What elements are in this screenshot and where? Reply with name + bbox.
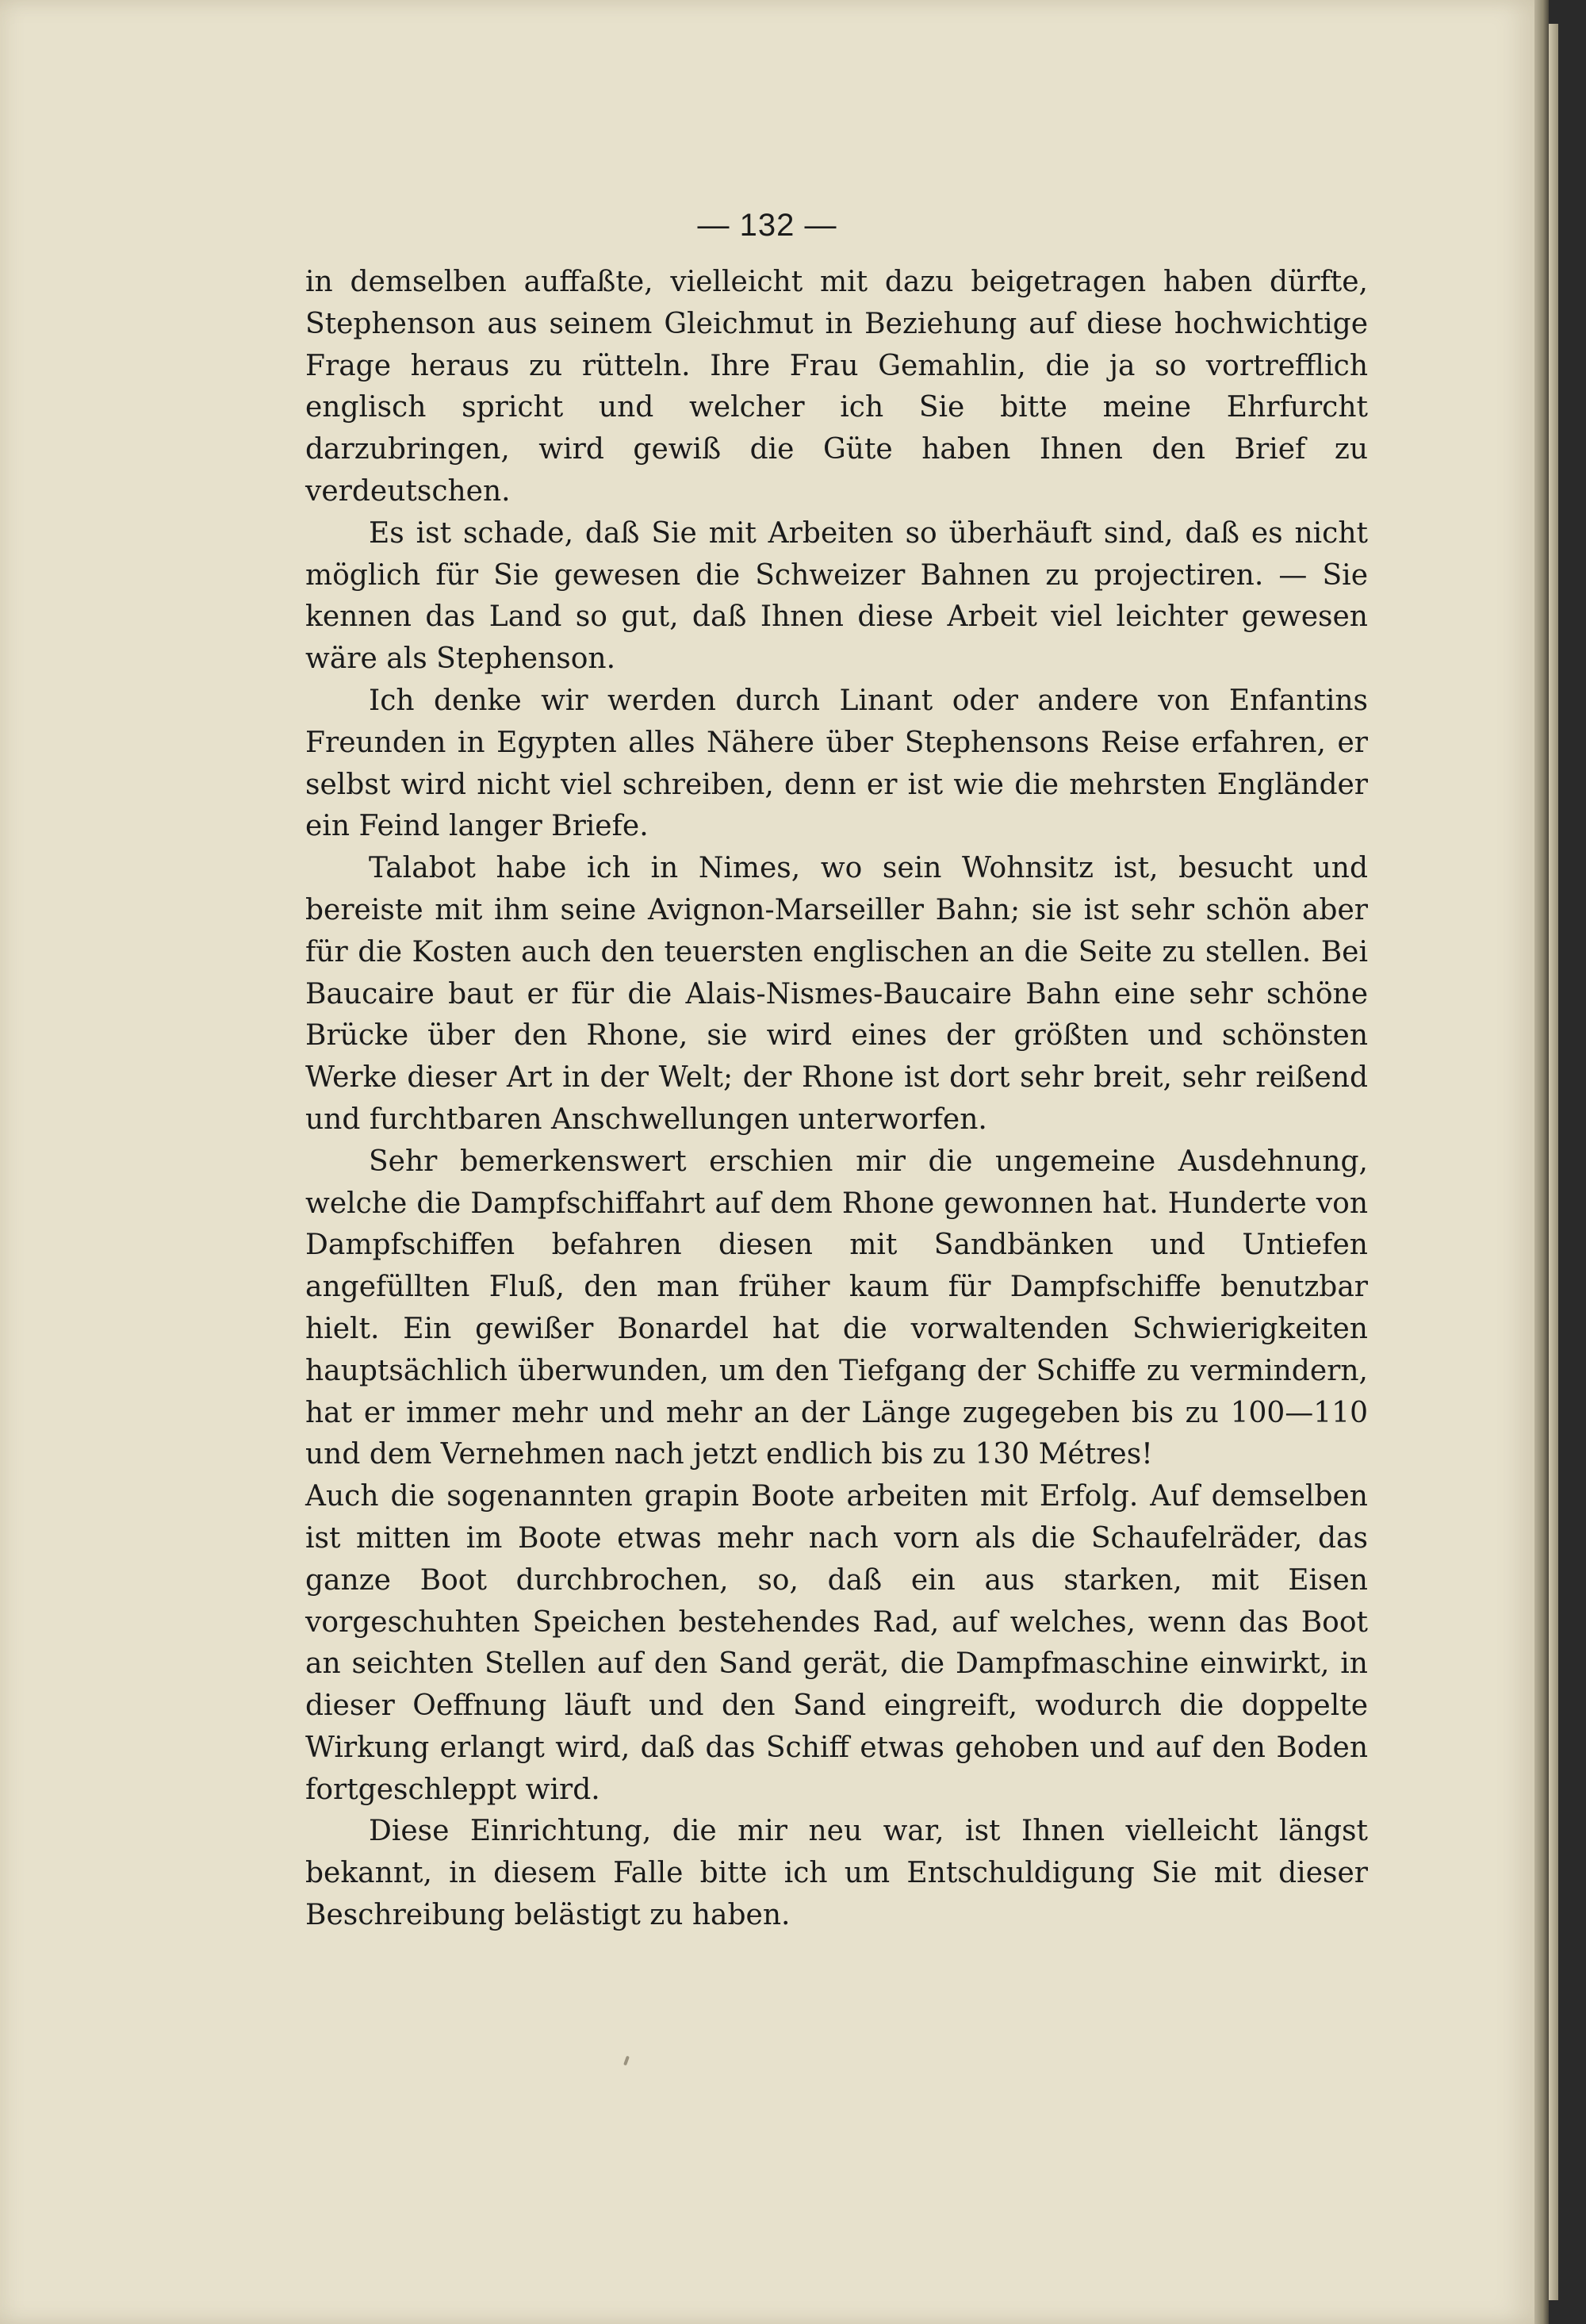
paragraph-1: in demselben auffaßte, vielleicht mit dazu beigetragen haben dürfte, Stephenson aus seinem Gleichmut in Beziehung auf diese hochwichtige Frage heraus zu rütteln. Ihre Frau Gemahlin, die ja so vortrefflich englisch spricht und welcher ich Sie bitte meine Ehrfurcht darzubringen, wird gewiß die Güte haben Ihnen den Brief zu verdeutschen. — [305, 266, 1368, 508]
paragraph-6: Auch die sogenannten grapin Boote arbeiten mit Erfolg. Auf demselben ist mitten im Boote etwas mehr nach vorn als die Schaufelräder, das ganze Boot durchbrochen, so, daß ein aus starken, mit Eisen vorgeschuhten Speichen bestehendes Rad, auf welches, wenn das Boot an seichten Stellen auf den Sand gerät, die Dampfmaschine einwirkt, in dieser Oeffnung läuft und den Sand eingreift, wodurch die doppelte Wirkung erlangt wird, daß das Schiff etwas gehoben und auf den Boden fortgeschleppt wird. — [305, 1480, 1368, 1806]
paragraph-4: Talabot habe ich in Nimes, wo sein Wohnsitz ist, besucht und bereiste mit ihm seine Avignon-Marseiller Bahn; sie ist sehr schön aber für die Kosten auch den teuersten englischen an die Seite zu stellen. Bei Baucaire baut er für die Alais-Nismes-Baucaire Bahn eine sehr schöne Brücke über den Rhone, sie wird eines der größten und schönsten Werke dieser Art in der Welt; der Rhone ist dort sehr breit, sehr reißend und furchtbaren Anschwellungen unterworfen. — [305, 852, 1368, 1136]
paragraph-5: Sehr bemerkenswert erschien mir die ungemeine Ausdehnung, welche die Dampfschiffahrt auf dem Rhone gewonnen hat. Hunderte von Dampfschiffen befahren diesen mit Sandbänken und Untiefen angefüllten Fluß, den man früher kaum für Dampfschiffe benutzbar hielt. Ein gewißer Bonardel hat die vorwaltenden Schwierigkeiten hauptsächlich überwunden, um den Tiefgang der Schiffe zu vermindern, hat er immer mehr und mehr an der Länge zugegeben bis zu 100—110 und dem Vernehmen nach jetzt endlich bis zu 130 Métres! — [305, 1145, 1368, 1471]
paper-speck — [623, 2056, 630, 2066]
page-edge — [1534, 0, 1549, 2324]
paragraph-7: Diese Einrichtung, die mir neu war, ist Ihnen vielleicht längst bekannt, in diesem Falle bitte ich um Entschuldigung Sie mit dieser Beschreibung belästigt zu haben. — [305, 1815, 1368, 1932]
paragraph-3: Ich denke wir werden durch Linant oder andere von Enfantins Freunden in Egypten alles Nähere über Stephensons Reise erfahren, er selbst wird nicht viel schreiben, denn er ist wie die mehrsten Engländer ein Feind langer Briefe. — [305, 684, 1368, 843]
next-page-edge — [1549, 24, 1558, 2300]
body-text — [305, 262, 1368, 1937]
page-number: — 132 — — [697, 208, 837, 243]
paragraph-2: Es ist schade, daß Sie mit Arbeiten so überhäuft sind, daß es nicht möglich für Sie gewesen die Schweizer Bahnen zu projectiren. — Sie kennen das Land so gut, daß Ihnen diese Arbeit viel leichter gewesen wäre als Stephenson. — [305, 516, 1368, 676]
